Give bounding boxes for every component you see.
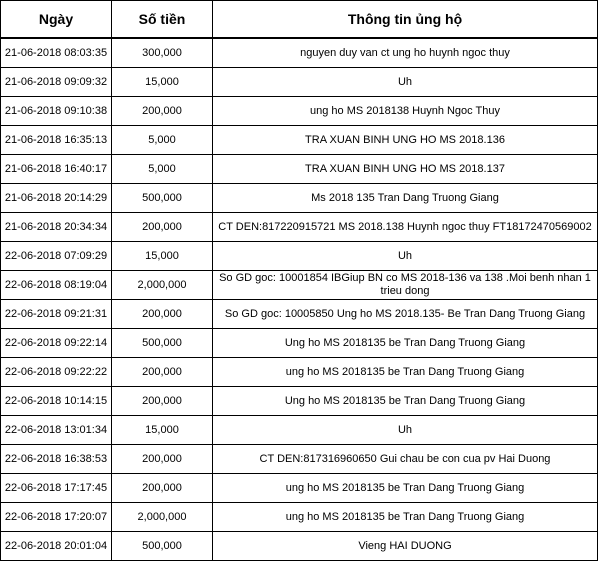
cell-date: 22-06-2018 16:38:53 bbox=[1, 445, 112, 474]
table-row bbox=[1, 329, 598, 358]
table-row bbox=[1, 358, 598, 387]
cell-date: 22-06-2018 13:01:34 bbox=[1, 416, 112, 445]
cell-date: 21-06-2018 16:35:13 bbox=[1, 126, 112, 155]
cell-date: 21-06-2018 20:34:34 bbox=[1, 213, 112, 242]
table-row bbox=[1, 474, 598, 503]
header-row bbox=[1, 1, 598, 39]
cell-date: 21-06-2018 09:09:32 bbox=[1, 68, 112, 97]
cell-date: 21-06-2018 08:03:35 bbox=[1, 38, 112, 68]
cell-info: TRA XUAN BINH UNG HO MS 2018.137 bbox=[213, 155, 598, 184]
table-row bbox=[1, 184, 598, 213]
cell-date: 21-06-2018 20:14:29 bbox=[1, 184, 112, 213]
table-row bbox=[1, 416, 598, 445]
table-row bbox=[1, 532, 598, 561]
cell-info: Ms 2018 135 Tran Dang Truong Giang bbox=[213, 184, 598, 213]
table-row bbox=[1, 387, 598, 416]
table-row bbox=[1, 38, 598, 68]
cell-info: Ung ho MS 2018135 be Tran Dang Truong Giang bbox=[213, 329, 598, 358]
table-row bbox=[1, 445, 598, 474]
table-row bbox=[1, 155, 598, 184]
cell-info: CT DEN:817220915721 MS 2018.138 Huynh ngoc thuy FT18172470569002 bbox=[213, 213, 598, 242]
table-row bbox=[1, 126, 598, 155]
table-row bbox=[1, 97, 598, 126]
cell-info: Ung ho MS 2018135 be Tran Dang Truong Giang bbox=[213, 387, 598, 416]
cell-info: ung ho MS 2018138 Huynh Ngoc Thuy bbox=[213, 97, 598, 126]
cell-amount: 200,000 bbox=[112, 213, 213, 242]
cell-date: 21-06-2018 16:40:17 bbox=[1, 155, 112, 184]
cell-date: 21-06-2018 09:10:38 bbox=[1, 97, 112, 126]
header-amount: Số tiền bbox=[112, 1, 213, 39]
header-info: Thông tin ủng hộ bbox=[213, 1, 598, 39]
table-row bbox=[1, 213, 598, 242]
cell-amount: 15,000 bbox=[112, 416, 213, 445]
cell-info: ung ho MS 2018135 be Tran Dang Truong Giang bbox=[213, 474, 598, 503]
table-row bbox=[1, 503, 598, 532]
header-date: Ngày bbox=[1, 1, 112, 39]
cell-amount: 200,000 bbox=[112, 387, 213, 416]
cell-amount: 200,000 bbox=[112, 474, 213, 503]
cell-info: Uh bbox=[213, 242, 598, 271]
cell-info: nguyen duy van ct ung ho huynh ngoc thuy bbox=[213, 38, 598, 68]
cell-amount: 15,000 bbox=[112, 68, 213, 97]
cell-info: Uh bbox=[213, 416, 598, 445]
cell-info: CT DEN:817316960650 Gui chau be con cua pv Hai Duong bbox=[213, 445, 598, 474]
cell-amount: 500,000 bbox=[112, 532, 213, 561]
table-row bbox=[1, 271, 598, 300]
cell-info: So GD goc: 10001854 IBGiup BN co MS 2018-136 va 138 .Moi benh nhan 1 trieu dong bbox=[213, 271, 598, 300]
cell-info: ung ho MS 2018135 be Tran Dang Truong Giang bbox=[213, 503, 598, 532]
cell-amount: 2,000,000 bbox=[112, 271, 213, 300]
cell-date: 22-06-2018 20:01:04 bbox=[1, 532, 112, 561]
cell-date: 22-06-2018 09:22:22 bbox=[1, 358, 112, 387]
cell-date: 22-06-2018 08:19:04 bbox=[1, 271, 112, 300]
cell-amount: 300,000 bbox=[112, 38, 213, 68]
cell-info: Vieng HAI DUONG bbox=[213, 532, 598, 561]
cell-info: ung ho MS 2018135 be Tran Dang Truong Giang bbox=[213, 358, 598, 387]
table-row bbox=[1, 242, 598, 271]
cell-amount: 5,000 bbox=[112, 126, 213, 155]
cell-amount: 200,000 bbox=[112, 97, 213, 126]
cell-amount: 500,000 bbox=[112, 329, 213, 358]
cell-date: 22-06-2018 10:14:15 bbox=[1, 387, 112, 416]
cell-info: So GD goc: 10005850 Ung ho MS 2018.135- Be Tran Dang Truong Giang bbox=[213, 300, 598, 329]
cell-date: 22-06-2018 09:22:14 bbox=[1, 329, 112, 358]
table-row bbox=[1, 300, 598, 329]
cell-date: 22-06-2018 17:17:45 bbox=[1, 474, 112, 503]
cell-amount: 5,000 bbox=[112, 155, 213, 184]
cell-amount: 500,000 bbox=[112, 184, 213, 213]
cell-amount: 2,000,000 bbox=[112, 503, 213, 532]
cell-date: 22-06-2018 09:21:31 bbox=[1, 300, 112, 329]
cell-amount: 15,000 bbox=[112, 242, 213, 271]
cell-amount: 200,000 bbox=[112, 358, 213, 387]
cell-date: 22-06-2018 07:09:29 bbox=[1, 242, 112, 271]
cell-amount: 200,000 bbox=[112, 445, 213, 474]
cell-amount: 200,000 bbox=[112, 300, 213, 329]
cell-info: TRA XUAN BINH UNG HO MS 2018.136 bbox=[213, 126, 598, 155]
cell-date: 22-06-2018 17:20:07 bbox=[1, 503, 112, 532]
table-row bbox=[1, 68, 598, 97]
cell-info: Uh bbox=[213, 68, 598, 97]
